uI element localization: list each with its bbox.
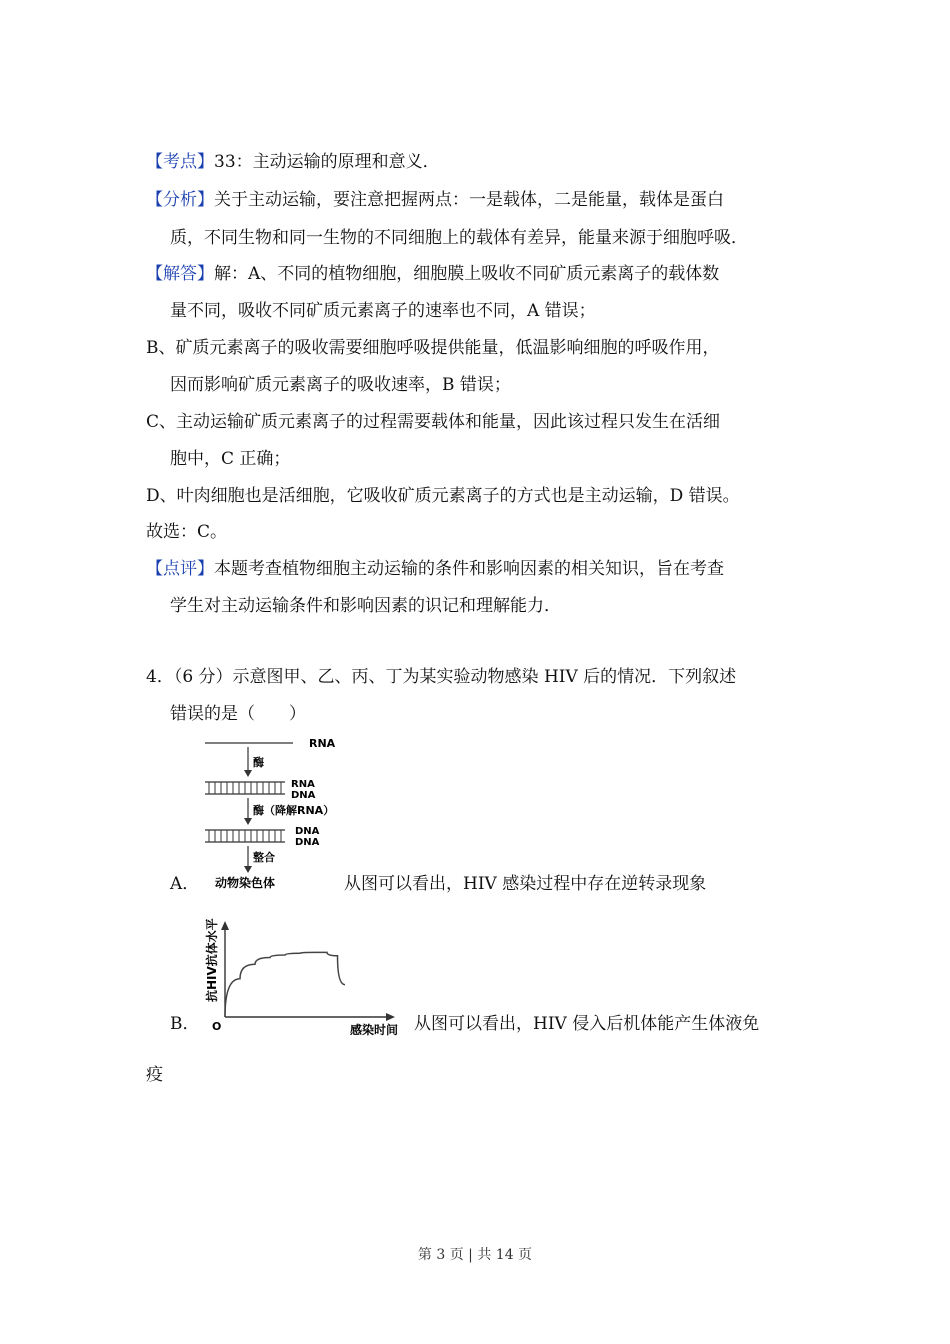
- integrate-label: 整合: [253, 851, 275, 864]
- dianping-text-2: 学生对主动运输条件和影响因素的识记和理解能力．: [170, 596, 561, 616]
- kaodian-tag: 【考点】: [146, 152, 214, 172]
- y-axis-arrow: [221, 921, 229, 930]
- dna-mid-label: DNA: [291, 790, 316, 801]
- enzyme-label-1: 酶: [253, 756, 264, 769]
- option-b-text-cont[interactable]: 疫: [146, 1065, 163, 1085]
- jieda-line-1: [146, 262, 719, 286]
- question-4-stem-1: 4．（6 分）示意图甲、乙、丙、丁为某实验动物感染 HIV 后的情况．下列叙述: [146, 667, 737, 687]
- option-b-analysis-1: B、矿质元素离子的吸收需要细胞呼吸提供能量，低温影响细胞的呼吸作用，: [146, 338, 720, 358]
- dianping-tag: 【点评】: [146, 559, 214, 579]
- kaodian-line: [146, 150, 440, 174]
- option-b-analysis-2: 因而影响矿质元素离子的吸收速率，B 错误；: [170, 375, 511, 395]
- origin-label: O: [212, 1020, 222, 1033]
- fenxi-text-2: 质，不同生物和同一生物的不同细胞上的载体有差异，能量来源于细胞呼吸．: [170, 228, 748, 248]
- dianping-line-1: [146, 557, 724, 581]
- dna-label-2: DNA: [295, 837, 320, 848]
- reverse-transcription-diagram: [195, 732, 365, 897]
- rna-mid-label: RNA: [291, 779, 315, 790]
- x-axis-arrow: [386, 1013, 395, 1021]
- option-b-text[interactable]: 从图可以看出，HIV 侵入后机体能产生体液免: [414, 1014, 760, 1034]
- jieda-text-1: 解：A、不同的植物细胞，细胞膜上吸收不同矿质元素离子的载体数: [214, 264, 720, 284]
- kaodian-text: 33：主动运输的原理和意义．: [214, 152, 440, 172]
- option-a-text[interactable]: 从图可以看出，HIV 感染过程中存在逆转录现象: [344, 874, 707, 894]
- enzyme-label-2: 酶（降解RNA）: [253, 804, 335, 817]
- chromosome-label: 动物染色体: [215, 876, 276, 890]
- option-c-analysis-2: 胞中，C 正确；: [170, 449, 291, 469]
- antibody-level-chart: [190, 918, 420, 1036]
- jieda-tag: 【解答】: [146, 264, 214, 284]
- fenxi-text-1: 关于主动运输，要注意把握两点：一是载体，二是能量，载体是蛋白: [214, 190, 724, 210]
- x-axis-label: 感染时间: [350, 1023, 399, 1036]
- question-4-stem-2: 错误的是（ ）: [170, 704, 306, 724]
- option-d-analysis: D、叶肉细胞也是活细胞，它吸收矿质元素离子的方式也是主动运输，D 错误。: [146, 486, 740, 506]
- rna-top-label: RNA: [309, 737, 336, 750]
- jieda-text-2: 量不同，吸收不同矿质元素离子的速率也不同，A 错误；: [170, 301, 596, 321]
- page-footer: 第 3 页 | 共 14 页: [417, 1247, 533, 1263]
- antibody-curve-line: [225, 952, 345, 1017]
- dianping-text-1: 本题考查植物细胞主动运输的条件和影响因素的相关知识，旨在考查: [214, 559, 724, 579]
- answer-line: 故选：C。: [146, 522, 228, 542]
- option-c-analysis-1: C、主动运输矿质元素离子的过程需要载体和能量，因此该过程只发生在活细: [146, 412, 721, 432]
- y-axis-label: 抗HIV抗体水平: [205, 918, 219, 1002]
- fenxi-tag: 【分析】: [146, 190, 214, 210]
- option-a-letter[interactable]: A．: [170, 874, 200, 894]
- option-b-letter[interactable]: B．: [170, 1014, 200, 1034]
- dna-label-1: DNA: [295, 826, 320, 837]
- fenxi-line-1: [146, 188, 724, 212]
